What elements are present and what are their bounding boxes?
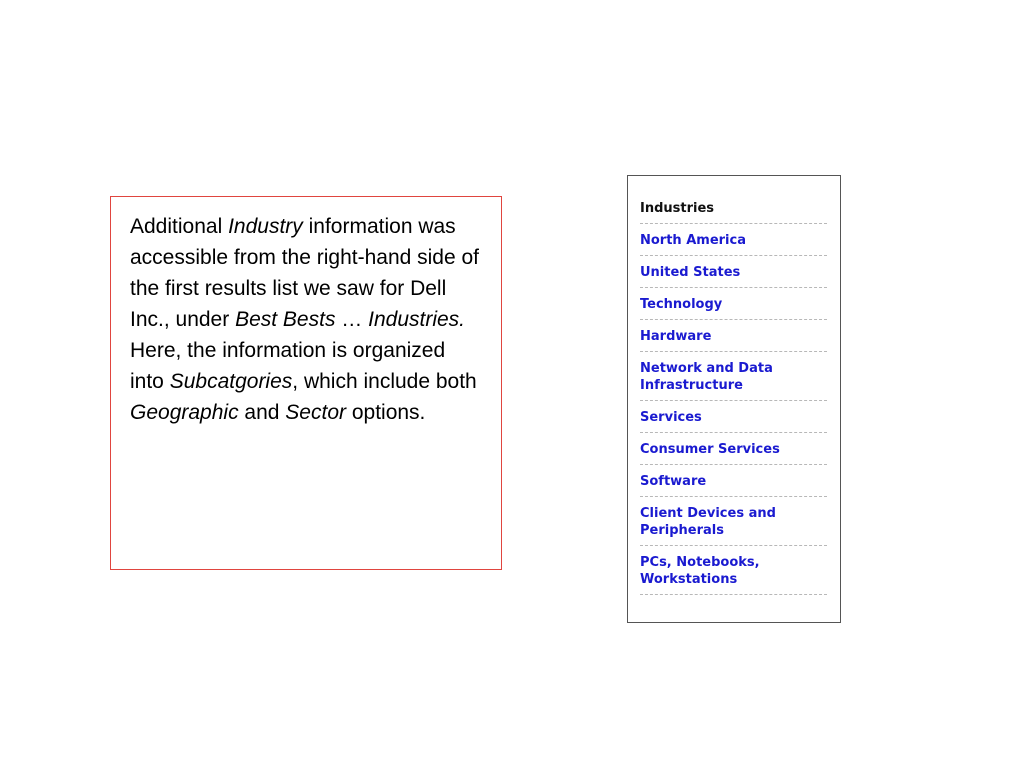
callout-text-part: Here, the information is organized into (130, 339, 446, 393)
nav-item-network-and-data-infrastructure[interactable]: Network and Data Infrastructure (640, 360, 827, 401)
nav-item-technology[interactable]: Technology (640, 296, 827, 320)
nav-item-services[interactable]: Services (640, 409, 827, 433)
nav-item-hardware[interactable]: Hardware (640, 328, 827, 352)
callout-text-part: … (335, 308, 369, 331)
nav-item-pcs-notebooks-workstations[interactable]: PCs, Notebooks, Workstations (640, 554, 827, 595)
industries-list (640, 200, 827, 603)
callout-text (130, 211, 483, 428)
callout-emphasis-industries: Industries. (368, 308, 466, 331)
callout-emphasis-industry: Industry (228, 215, 303, 238)
industries-heading: Industries (640, 200, 827, 224)
annotation-callout (110, 196, 502, 570)
callout-text-part: and (238, 401, 286, 424)
callout-text-part: Additional (130, 215, 229, 238)
callout-emphasis-geographic: Geographic (130, 401, 239, 424)
callout-text-part: options. (346, 401, 426, 424)
callout-emphasis-best-bests: Best Bests (235, 308, 336, 331)
nav-item-consumer-services[interactable]: Consumer Services (640, 441, 827, 465)
nav-item-united-states[interactable]: United States (640, 264, 827, 288)
nav-item-software[interactable]: Software (640, 473, 827, 497)
nav-item-client-devices-and-peripherals[interactable]: Client Devices and Peripherals (640, 505, 827, 546)
callout-text-part: information was accessible from the right-hand side of the first results list we saw for Dell Inc., under (130, 215, 480, 331)
callout-emphasis-sector: Sector (285, 401, 346, 424)
callout-emphasis-subcategories: Subcatgories (169, 370, 293, 393)
nav-item-north-america[interactable]: North America (640, 232, 827, 256)
callout-text-part: , which include both (292, 370, 477, 393)
industries-nav-panel (627, 175, 841, 623)
